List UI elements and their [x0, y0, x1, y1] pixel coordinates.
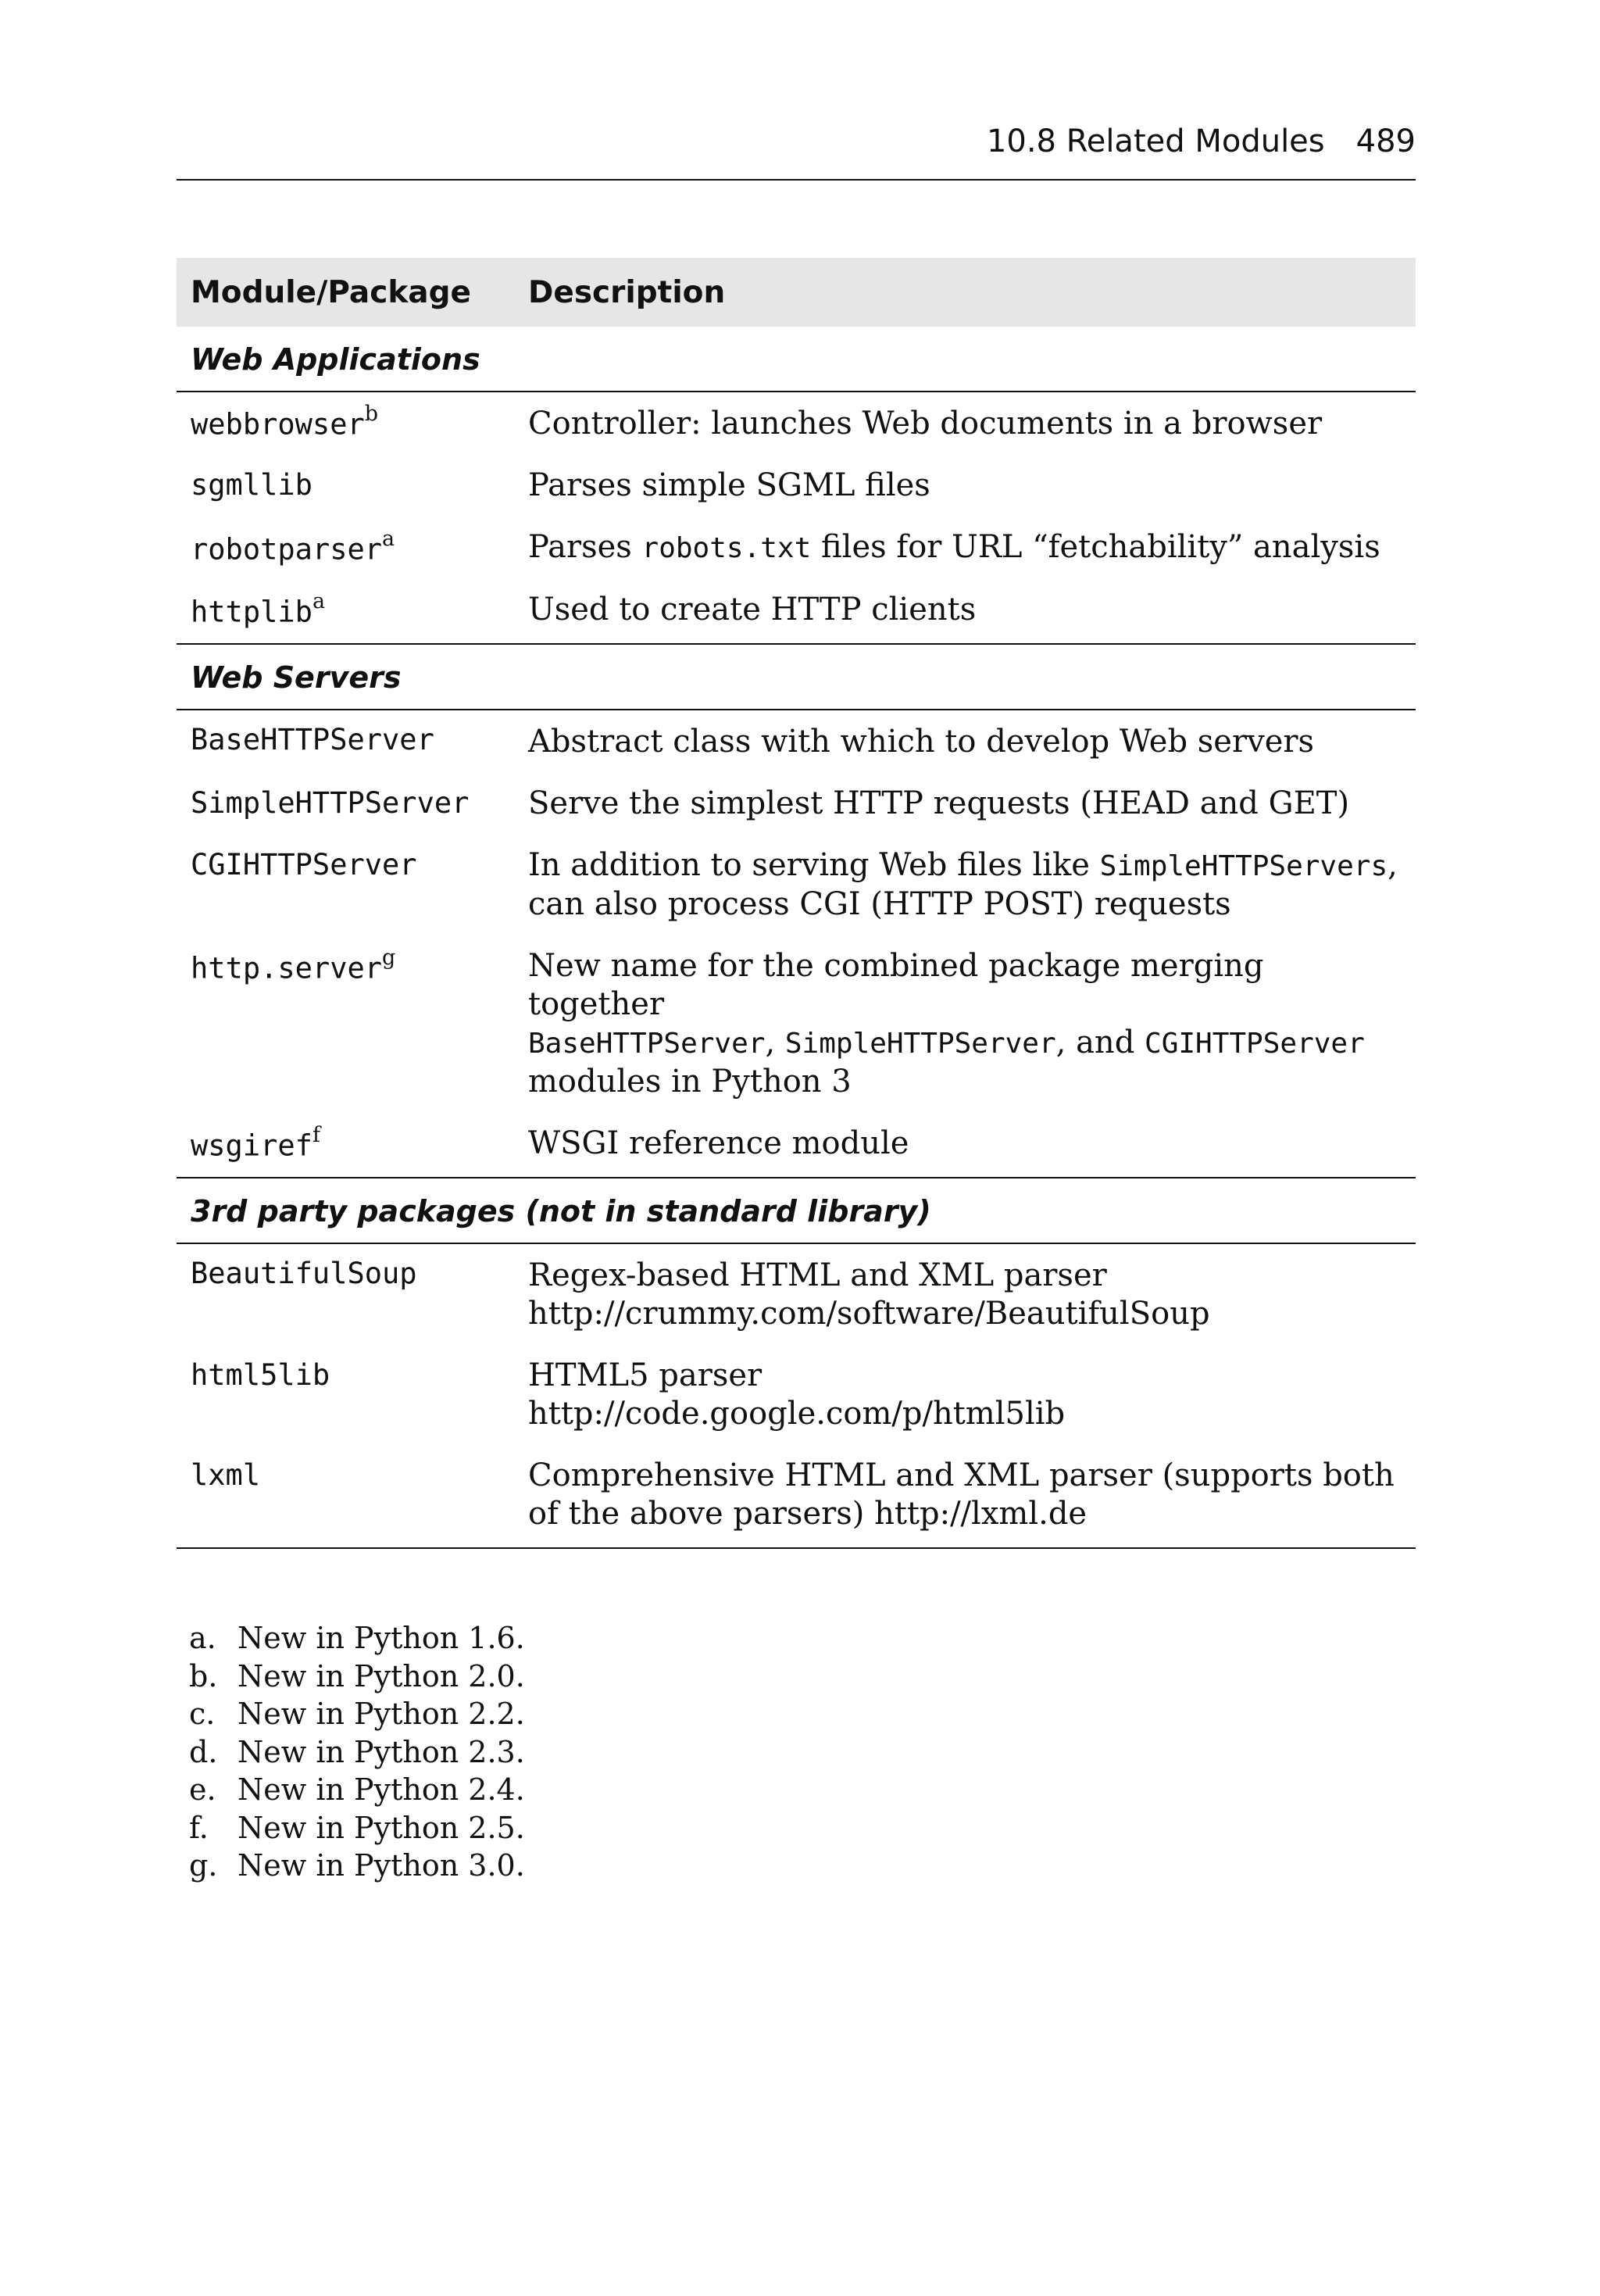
module-name: http.server$^g$: [191, 946, 396, 985]
module-description: In addition to serving Web files like SimpleHTTPServers, can also process CGI (HTTP POST) requests: [528, 847, 1398, 922]
section-title: 10.8 Related Modules: [986, 123, 1325, 159]
footnote-ref: a: [312, 589, 326, 613]
table-row: [177, 1347, 1416, 1447]
module-name: httplib$^a$: [177, 581, 514, 644]
section-heading: 3rd party packages (not in standard library): [177, 1178, 1416, 1243]
footnote: e. New in Python 2.4.: [189, 1772, 525, 1807]
section-third-party: [177, 1178, 1416, 1548]
module-description: Controller: launches Web documents in a browser: [528, 406, 1323, 442]
footnote-ref: a: [382, 527, 395, 551]
footnote-ref: f: [312, 1123, 320, 1147]
table-row: [177, 1243, 1416, 1347]
module-description: Regex-based HTML and XML parser http://crummy.com/software/BeautifulSoup: [528, 1257, 1210, 1332]
module-name: robotparser$^a$: [191, 527, 395, 567]
header-rule: [177, 179, 1416, 181]
section-heading-row: [177, 1178, 1416, 1243]
section-heading-row: [177, 644, 1416, 710]
module-name: html5lib: [191, 1358, 330, 1392]
footnote: b. New in Python 2.0.: [189, 1658, 525, 1693]
module-name: CGIHTTPServer: [191, 848, 417, 882]
module-description: WSGI reference module: [514, 1115, 1416, 1178]
column-header-description: Description: [514, 258, 1416, 327]
table-row: [177, 519, 1416, 581]
table-row: [177, 1115, 1416, 1178]
table-row: [177, 775, 1416, 837]
column-header-module: Module/Package: [177, 258, 514, 327]
module-name: lxml: [177, 1447, 514, 1548]
page-number: 489: [1355, 123, 1416, 159]
module-description: Serve the simplest HTTP requests (HEAD and GET): [528, 785, 1350, 821]
module-description: Parses simple SGML files: [528, 467, 930, 503]
footnote: d. New in Python 2.3.: [189, 1734, 525, 1769]
section-heading: Web Servers: [177, 644, 1416, 710]
table-row: [177, 457, 1416, 519]
table-row: [177, 1447, 1416, 1548]
modules-table: [177, 258, 1416, 1549]
module-description: New name for the combined package merging together BaseHTTPServer, SimpleHTTPServer, and CGIHTTPServer modules in Python 3: [528, 948, 1365, 1100]
table-row: [177, 837, 1416, 938]
footnote: a. New in Python 1.6.: [189, 1621, 525, 1655]
module-description: Comprehensive HTML and XML parser (supports both of the above parsers) http://lxml.de: [514, 1447, 1416, 1548]
table-row: [177, 710, 1416, 775]
section-web-applications: [177, 327, 1416, 644]
table-header-row: [177, 258, 1416, 327]
module-name: wsgiref$^f$: [177, 1115, 514, 1178]
url-text: http://code.google.com/p/html5lib: [528, 1396, 1066, 1432]
modules-table-container: [177, 258, 1416, 1549]
footnote: c. New in Python 2.2.: [189, 1697, 525, 1731]
module-description: Used to create HTTP clients: [514, 581, 1416, 644]
footnote-ref: g: [382, 946, 396, 970]
footnotes: [189, 1619, 525, 1885]
footnote: g. New in Python 3.0.: [189, 1848, 525, 1883]
section-web-servers: [177, 644, 1416, 1178]
footnote-ref: b: [364, 402, 379, 426]
table-row: [177, 938, 1416, 1115]
module-description: Parses robots.txt files for URL “fetchability” analysis: [528, 529, 1380, 565]
module-name: webbrowser$^b$: [191, 402, 379, 442]
section-heading: Web Applications: [177, 327, 1416, 392]
running-head: [987, 123, 1416, 159]
footnote: f. New in Python 2.5.: [189, 1810, 525, 1845]
module-name: SimpleHTTPServer: [191, 786, 470, 820]
module-description: Abstract class with which to develop Web servers: [528, 724, 1315, 760]
module-name: BaseHTTPServer: [191, 723, 434, 756]
table-row: [177, 581, 1416, 644]
section-heading-row: [177, 327, 1416, 392]
module-description: HTML5 parser http://code.google.com/p/html5lib: [528, 1357, 1066, 1432]
url-text: http://crummy.com/software/BeautifulSoup: [528, 1296, 1210, 1332]
module-name: BeautifulSoup: [191, 1257, 417, 1290]
table-row: [177, 392, 1416, 457]
module-name: sgmllib: [191, 468, 312, 502]
